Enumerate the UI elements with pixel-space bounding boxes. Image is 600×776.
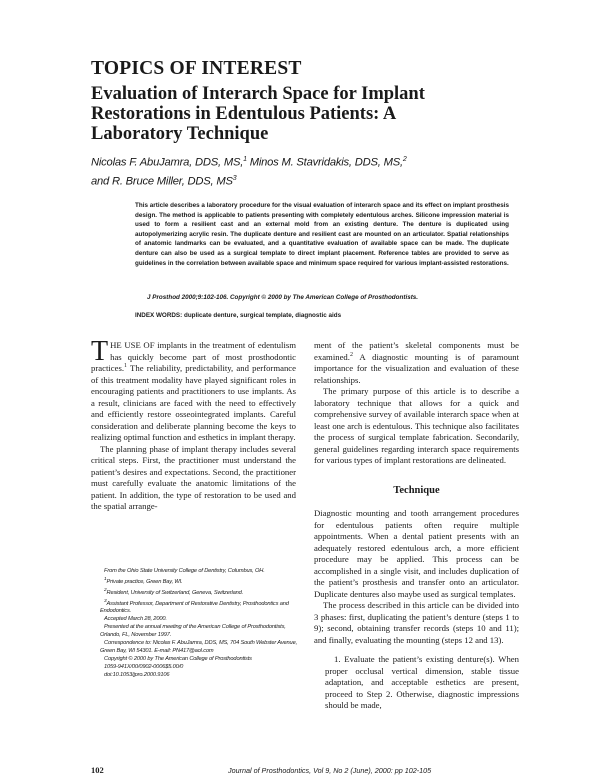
intro-paragraph: THE USE OF implants in the treatment of edentulism has quickly become part of most prosthodontic practices.$^1$ The reliability, predictability, and performance of this treatment modality have played significant roles in encouraging patients and practitioners to use implants. As a result, clinicians are faced with the need to effectively and efficiently restore osseointegrated implants. Careful consideration and deliberate planning become the keys to realizing optimal function and esthetics in implant therapy.: [91, 336, 296, 442]
author-1: Nicolas F. AbuJamra, DDS, MS,: [91, 156, 244, 169]
body-paragraph: The primary purpose of this article is to describe a laboratory technique that allows for a quick and comprehensive survey of available interarch space when at least one arch is edentulous. This technique also facilitates the process of surgical template fabrication. Secondarily, general guidelines regarding interarch space requirements for various types of implant restorations are delineated.: [314, 386, 519, 465]
body-paragraph: The process described in this article can be divided into 3 phases: first, duplicating the patient’s denture (steps 1 to 9); second, obtaining transfer records (steps 10 and 11); and finally, evaluating the mounting (steps 12 and 13).: [314, 600, 519, 645]
footnote: $^1$Private practice, Green Bay, WI.: [104, 576, 183, 585]
footnote: doi:10.1053/jpro.2000.9106: [104, 671, 170, 678]
page-number: 102: [91, 765, 104, 775]
author-1-affiliation: 1: [243, 156, 247, 163]
running-footer: Journal of Prosthodontics, Vol 9, No 2 (June), 2000: pp 102-105: [228, 766, 432, 775]
footnote: 1059-941X/00/0902-0006$5.00/0: [104, 663, 184, 670]
body-paragraph: Diagnostic mounting and tooth arrangement procedures for edentulous patients often require multiple appointments. When a dental patient presents with an adequately restored edentulous arch, a more efficient procedure may be applied. This process can be accomplished in a single visit, and includes duplication of the patient’s prosthesis and transfer onto an articulator. Duplicate dentures also maybe used as surgical templates.: [314, 508, 519, 599]
title-line: Evaluation of Interarch Space for Implant: [91, 84, 425, 104]
author-3-affiliation: 3: [232, 175, 237, 183]
footnote: $^2$Resident, University of Switzerland, Geneva, Switzerland.: [104, 587, 244, 596]
title-line: Restorations in Edentulous Patients: A: [91, 104, 397, 124]
footnote: Copyright © 2000 by The American College of Prosthodontists: [104, 655, 252, 662]
author-list: [91, 152, 491, 190]
index-words: INDEX WORDS: duplicate denture, surgical template, diagnostic aids: [135, 312, 342, 319]
footnote: Accepted March 28, 2000.: [104, 616, 167, 623]
footnote: Correspondence to: Nicolas F. AbuJamra, DDS, MS, 704 South Webster Avenue, Green Bay, WI 54301. E-mail: PN417@aol.com: [100, 639, 298, 654]
body-paragraph: ment of the patient’s skeletal components must be examined.$^2$ A diagnostic mounting is of paramount importance for the visualization and evaluation of these relationships.: [314, 340, 519, 385]
section-label: TOPICS OF INTEREST: [91, 58, 302, 79]
reference-marker: 2: [349, 351, 353, 358]
body-column-right: [314, 340, 519, 712]
author-2-affiliation: 2: [402, 156, 407, 163]
footnote: Presented at the annual meeting of the American College of Prosthodontists, Orlando, FL, November 1997.: [100, 624, 286, 639]
step-item: 1. Evaluate the patient’s existing denture(s). When proper occlusal vertical dimension, stable tissue adaptation, and acceptable esthetics are present, proceed to Step 2. Otherwise, diagnostic impressions should be made,: [325, 654, 519, 710]
abstract-text: This article describes a laboratory procedure for the visual evaluation of interarch space and its effect on implant prosthesis design. The method is applicable to patients presenting with completely edentulous arches. Silicone impression material is used to form a resilient cast and an external mold from an existing denture. The denture is duplicated using autopolymerizing acrylic resin. The duplicate denture and resilient cast are mounted on an articulator. Spatial relationships of anatomic landmarks can be evaluated, and a quantitative evaluation of available space can be made. The duplicate denture can also be used as a surgical template to direct implant placement. Reference tables are provided to serve as guidelines in the correlation between available space and minimum space required for various implant-assisted restorations.: [135, 202, 509, 267]
footnote: $^3$Assistant Professor, Department of Restorative Dentistry, Prosthodontics and Endodontics.: [100, 598, 289, 615]
section-heading: Technique: [393, 484, 440, 496]
drop-cap: T: [91, 336, 109, 367]
author-3: and R. Bruce Miller, DDS, MS: [91, 175, 233, 188]
title-line: Laboratory Technique: [91, 124, 269, 144]
article-title: [91, 84, 511, 144]
footnote: From the Ohio State University College of Dentistry, Columbus, OH.: [104, 568, 265, 574]
journal-citation: J Prosthod 2000;9:102-106. Copyright © 2000 by The American College of Prosthodontists.: [147, 294, 419, 301]
body-paragraph: The planning phase of implant therapy includes several critical steps. First, the practitioner must understand the patient’s desires and expectations. Second, the practitioner must carefully evaluate the anatomic limitations of the patient. In addition, the type of restoration to be used and the spatial arrange-: [91, 443, 296, 511]
author-2: Minos M. Stavridakis, DDS, MS,: [246, 156, 403, 169]
reference-marker: 1: [124, 363, 128, 370]
body-column-left: [91, 336, 296, 513]
affiliation-footnotes: [100, 568, 300, 679]
